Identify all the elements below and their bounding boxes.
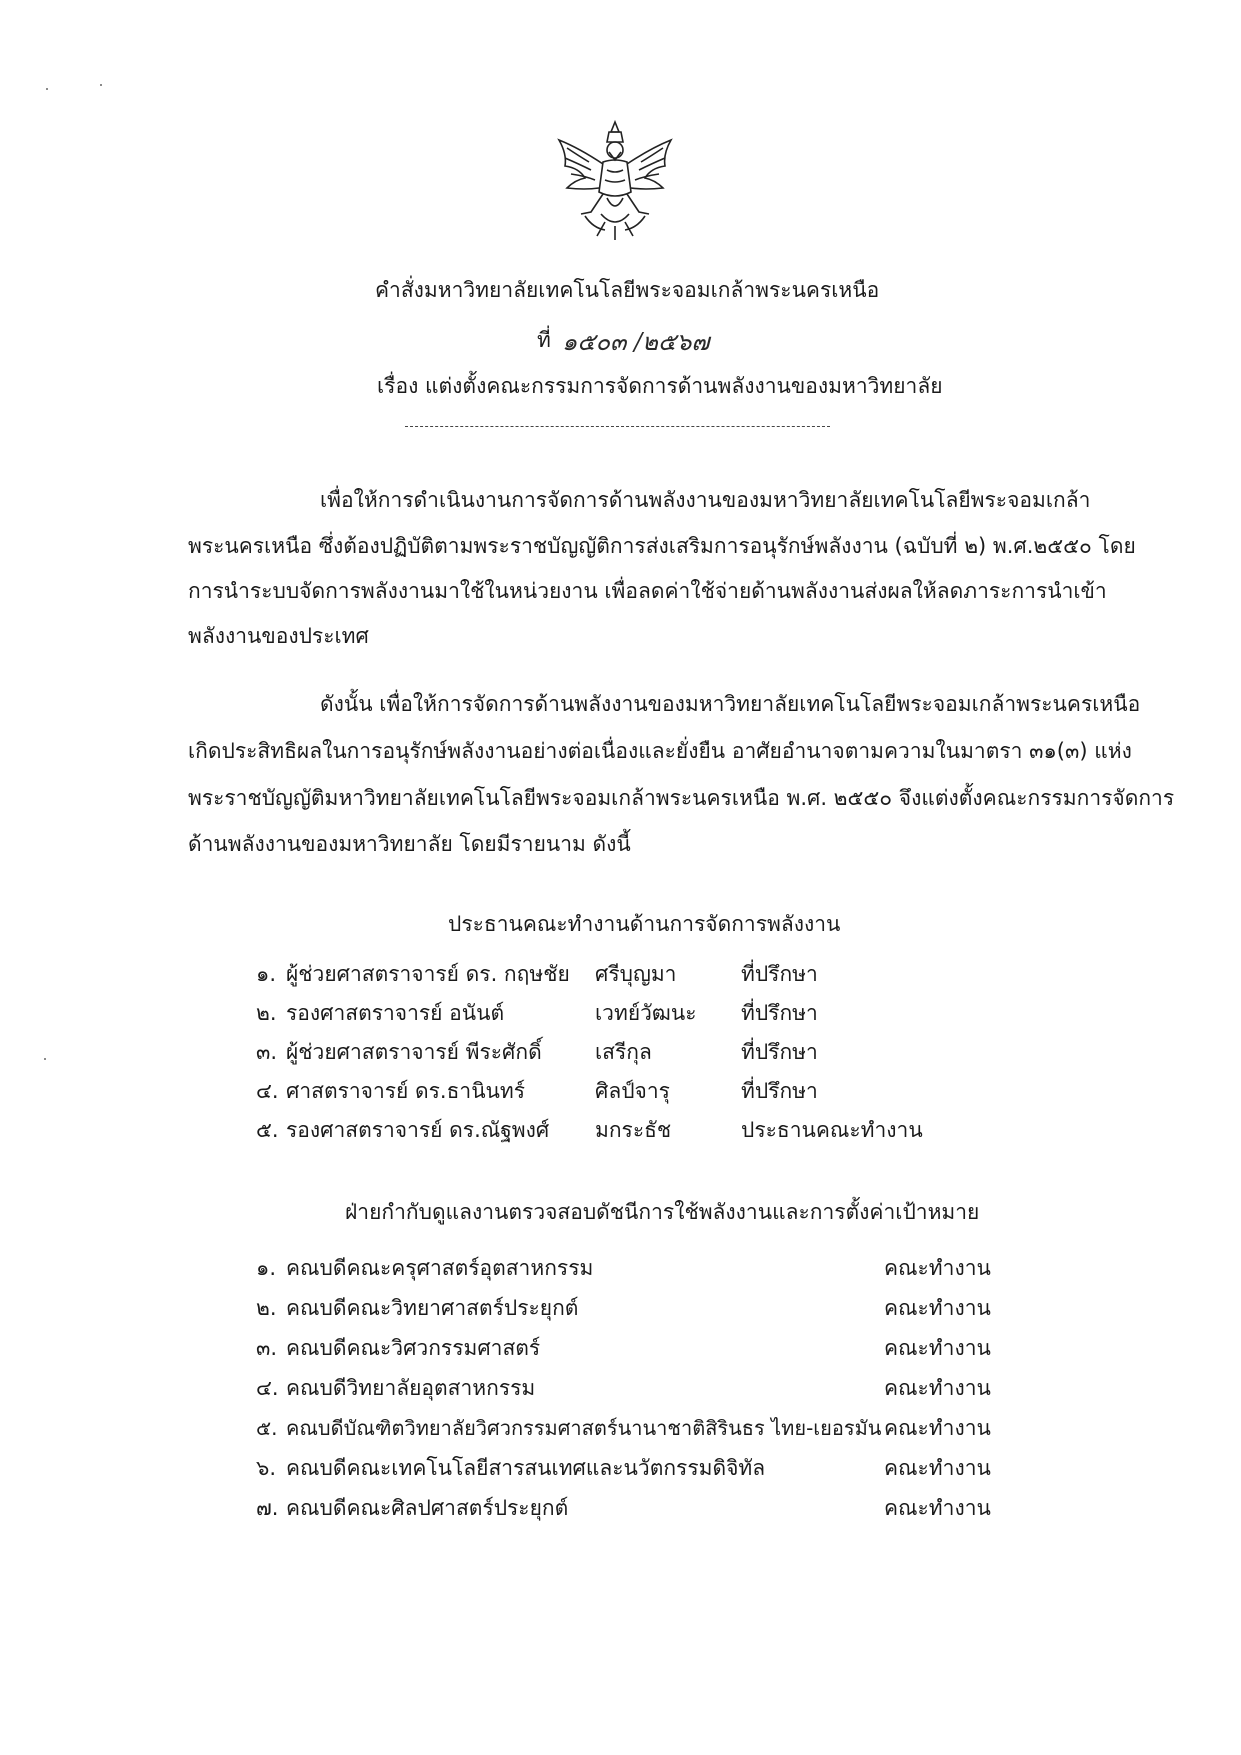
paragraph-1-line: พลังงานของประเทศ bbox=[188, 624, 369, 648]
member-name: คณบดีคณะวิศวกรรมศาสตร์ bbox=[286, 1336, 541, 1360]
member-number: ๖. bbox=[256, 1456, 277, 1480]
document-subject: เรื่อง แต่งตั้งคณะกรรมการจัดการด้านพลังงานของมหาวิทยาลัย bbox=[377, 374, 943, 398]
member-name: คณบดีคณะครุศาสตร์อุตสาหกรรม bbox=[286, 1256, 594, 1280]
member-surname: ศิลป์จารุ bbox=[595, 1079, 670, 1103]
paragraph-2-line: ด้านพลังงานของมหาวิทยาลัย โดยมีรายนาม ดังนี้ bbox=[188, 832, 631, 856]
member-number: ๕. bbox=[256, 1416, 278, 1440]
member-role: คณะทำงาน bbox=[884, 1256, 991, 1280]
paragraph-2-line: เกิดประสิทธิผลในการอนุรักษ์พลังงานอย่างต่อเนื่องและยั่งยืน อาศัยอำนาจตามความในมาตรา ๓๑(๓) แห่ง bbox=[188, 739, 1132, 763]
member-number: ๓. bbox=[256, 1040, 278, 1064]
member-role: ที่ปรึกษา bbox=[741, 1040, 818, 1064]
member-role: คณะทำงาน bbox=[884, 1496, 991, 1520]
scan-speck bbox=[100, 84, 102, 86]
member-name: ผู้ช่วยศาสตราจารย์ พีระศักดิ์ bbox=[286, 1040, 542, 1064]
paragraph-1-line: พระนครเหนือ ซึ่งต้องปฏิบัติตามพระราชบัญญัติการส่งเสริมการอนุรักษ์พลังงาน (ฉบับที่ ๒) พ.ศ.๒๕๕๐ โดย bbox=[188, 534, 1136, 558]
paragraph-2-line: พระราชบัญญัติมหาวิทยาลัยเทคโนโลยีพระจอมเกล้าพระนครเหนือ พ.ศ. ๒๕๕๐ จึงแต่งตั้งคณะกรรมการจัดการ bbox=[188, 786, 1175, 810]
member-name: คณบดีบัณฑิตวิทยาลัยวิศวกรรมศาสตร์นานาชาติสิรินธร ไทย-เยอรมัน bbox=[286, 1416, 882, 1440]
member-role: คณะทำงาน bbox=[884, 1336, 991, 1360]
garuda-emblem bbox=[545, 118, 685, 246]
member-number: ๑. bbox=[256, 962, 277, 986]
member-role: คณะทำงาน bbox=[884, 1376, 991, 1400]
separator-line bbox=[405, 426, 830, 427]
member-surname: มกระธัช bbox=[595, 1118, 672, 1142]
member-number: ๒. bbox=[256, 1001, 277, 1025]
member-role: ที่ปรึกษา bbox=[741, 1001, 818, 1025]
member-role: ที่ปรึกษา bbox=[741, 1079, 818, 1103]
scan-speck bbox=[46, 88, 48, 90]
section-2-heading: ฝ่ายกำกับดูแลงานตรวจสอบดัชนีการใช้พลังงานและการตั้งค่าเป้าหมาย bbox=[345, 1200, 980, 1224]
member-surname: ศรีบุญมา bbox=[595, 962, 677, 986]
member-role: คณะทำงาน bbox=[884, 1296, 991, 1320]
member-role: คณะทำงาน bbox=[884, 1416, 991, 1440]
member-name: คณบดีคณะศิลปศาสตร์ประยุกต์ bbox=[286, 1496, 569, 1520]
member-number: ๔. bbox=[256, 1376, 279, 1400]
member-name: คณบดีวิทยาลัยอุตสาหกรรม bbox=[286, 1376, 536, 1400]
member-number: ๗. bbox=[256, 1496, 279, 1520]
paragraph-2-line: ดังนั้น เพื่อให้การจัดการด้านพลังงานของมหาวิทยาลัยเทคโนโลยีพระจอมเกล้าพระนครเหนือ bbox=[320, 692, 1141, 716]
section-1-heading: ประธานคณะทำงานด้านการจัดการพลังงาน bbox=[448, 912, 841, 936]
member-name: รองศาสตราจารย์ ดร.ณัฐพงศ์ bbox=[286, 1118, 550, 1142]
scan-speck bbox=[44, 1058, 46, 1060]
member-number: ๒. bbox=[256, 1296, 277, 1320]
paragraph-1-line: เพื่อให้การดำเนินงานการจัดการด้านพลังงานของมหาวิทยาลัยเทคโนโลยีพระจอมเกล้า bbox=[320, 488, 1091, 512]
order-number: ๑๕๐๓ /๒๕๖๗ bbox=[562, 328, 710, 356]
member-surname: เวทย์วัฒนะ bbox=[595, 1001, 697, 1025]
member-name: คณบดีคณะวิทยาศาสตร์ประยุกต์ bbox=[286, 1296, 579, 1320]
member-role: คณะทำงาน bbox=[884, 1456, 991, 1480]
document-title: คำสั่งมหาวิทยาลัยเทคโนโลยีพระจอมเกล้าพระนครเหนือ bbox=[375, 278, 880, 302]
member-name: ผู้ช่วยศาสตราจารย์ ดร. กฤษชัย bbox=[286, 962, 570, 986]
member-number: ๔. bbox=[256, 1079, 279, 1103]
member-name: รองศาสตราจารย์ อนันต์ bbox=[286, 1001, 505, 1025]
member-role: ที่ปรึกษา bbox=[741, 962, 818, 986]
member-surname: เสรีกุล bbox=[595, 1040, 652, 1064]
paragraph-1-line: การนำระบบจัดการพลังงานมาใช้ในหน่วยงาน เพื่อลดค่าใช้จ่ายด้านพลังงานส่งผลให้ลดภาระการนำเข้า bbox=[188, 579, 1107, 603]
member-number: ๑. bbox=[256, 1256, 277, 1280]
member-role: ประธานคณะทำงาน bbox=[741, 1118, 923, 1142]
member-number: ๕. bbox=[256, 1118, 279, 1142]
member-number: ๓. bbox=[256, 1336, 278, 1360]
order-number-prefix: ที่ bbox=[537, 328, 551, 352]
member-name: ศาสตราจารย์ ดร.ธานินทร์ bbox=[286, 1079, 526, 1103]
member-name: คณบดีคณะเทคโนโลยีสารสนเทศและนวัตกรรมดิจิทัล bbox=[286, 1456, 766, 1480]
